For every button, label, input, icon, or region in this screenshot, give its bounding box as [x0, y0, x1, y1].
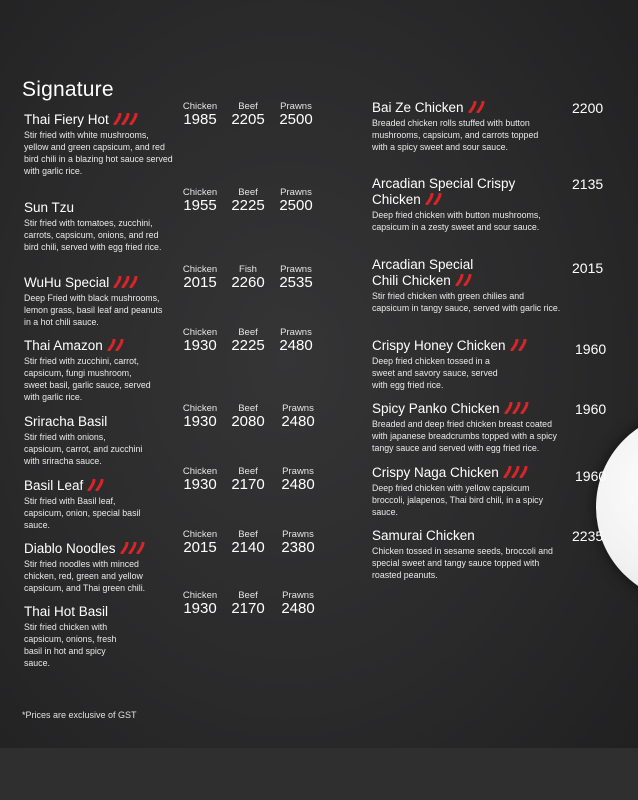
- menu-item: [24, 414, 146, 467]
- price-chicken: Chicken 2015: [182, 529, 218, 556]
- item-price: 2015: [572, 260, 604, 276]
- item-name: Arcadian Special Chili Chicken: [372, 257, 474, 288]
- price-chicken: Chicken 1930: [182, 590, 218, 617]
- price-fish: Fish 2260: [231, 264, 265, 291]
- price-prawns: Prawns 2480: [281, 590, 315, 617]
- menu-item: [372, 528, 567, 581]
- price-chicken: Chicken 1955: [182, 187, 218, 214]
- item-price: 2200: [572, 100, 604, 116]
- item-description: Stir fried with white mushrooms, yellow and green capsicum, and red bird chili in a blazing hot sauce served with garlic rice.: [24, 130, 173, 176]
- price-beef: Beef 2080: [231, 403, 265, 430]
- item-name: WuHu Special: [24, 275, 110, 290]
- chili-icon: [106, 339, 128, 351]
- item-description: Deep Fried with black mushrooms, lemon grass, basil leaf and peanuts in a hot chili sauce.: [24, 293, 163, 327]
- item-name: Arcadian Special Crispy Chicken: [372, 176, 516, 207]
- menu-item: [24, 541, 164, 594]
- section-heading: Signature: [22, 78, 114, 101]
- price-prawns: Prawns 2380: [281, 529, 315, 556]
- item-description: Stir fried chicken with green chilies and capsicum in tangy sauce, served with garlic rice.: [372, 291, 561, 313]
- price-prawns: Prawns 2480: [281, 403, 315, 430]
- item-name: Samurai Chicken: [372, 528, 475, 543]
- item-name: Crispy Naga Chicken: [372, 465, 499, 480]
- item-price: 2235: [572, 528, 604, 544]
- item-name: Bai Ze Chicken: [372, 100, 464, 115]
- price-beef: Beef 2225: [231, 327, 265, 354]
- item-price: 1960: [575, 468, 607, 484]
- price-footnote: *Prices are exclusive of GST: [22, 710, 137, 720]
- price-chicken: Chicken 1930: [182, 466, 218, 493]
- price-chicken: Chicken 1930: [182, 403, 218, 430]
- menu-item: [372, 176, 542, 233]
- price-prawns: Prawns 2480: [281, 466, 315, 493]
- price-chicken: Chicken 1930: [182, 327, 218, 354]
- menu-item: [24, 604, 134, 669]
- price-chicken: Chicken 1985: [182, 101, 218, 128]
- item-description: Stir fried with Basil leaf, capsicum, onion, special basil sauce.: [24, 496, 141, 530]
- price-chicken: Chicken 2015: [182, 264, 218, 291]
- chili-icon: [502, 466, 532, 478]
- chili-icon: [112, 113, 142, 125]
- chili-icon: [86, 479, 108, 491]
- price-beef: Beef 2170: [231, 590, 265, 617]
- menu-item: [372, 338, 542, 391]
- menu-item: [24, 112, 174, 177]
- price-beef: Beef 2225: [231, 187, 265, 214]
- item-name: Basil Leaf: [24, 478, 84, 493]
- item-name: Diablo Noodles: [24, 541, 116, 556]
- chili-icon: [424, 193, 446, 205]
- chili-icon: [467, 101, 489, 113]
- item-name: Sun Tzu: [24, 200, 75, 215]
- menu-item: [372, 100, 550, 153]
- item-name: Thai Hot Basil: [24, 604, 109, 619]
- item-price: 1960: [575, 401, 607, 417]
- price-beef: Beef 2205: [231, 101, 265, 128]
- item-description: Stir fried with zucchini, carrot, capsicum, fungi mushroom, sweet basil, garlic sauce, served with garlic rice.: [24, 356, 151, 402]
- menu-item: [24, 338, 154, 403]
- item-description: Stir fried chicken with capsicum, onions, fresh basil in hot and spicy sauce.: [24, 622, 117, 668]
- item-price: 1960: [575, 341, 607, 357]
- chili-icon: [112, 276, 142, 288]
- chili-icon: [454, 274, 476, 286]
- price-beef: Beef 2140: [231, 529, 265, 556]
- menu-item: [372, 401, 567, 454]
- item-name: Thai Amazon: [24, 338, 103, 353]
- item-name: Spicy Panko Chicken: [372, 401, 500, 416]
- item-description: Stir fried noodles with minced chicken, red, green and yellow capsicum, and Thai green chili.: [24, 559, 146, 593]
- item-description: Breaded chicken rolls stuffed with button mushrooms, capsicum, and carrots topped with a spicy sweet and sour sauce.: [372, 118, 539, 152]
- item-price: 2135: [572, 176, 604, 192]
- item-name: Crispy Honey Chicken: [372, 338, 506, 353]
- chili-icon: [509, 339, 531, 351]
- item-description: Deep fried chicken with button mushrooms, capsicum in a zesty sweet and sour sauce.: [372, 210, 541, 232]
- price-prawns: Prawns 2480: [279, 327, 313, 354]
- menu-item: [24, 275, 164, 328]
- bottom-band: [0, 748, 638, 800]
- item-description: Stir fried with tomatoes, zucchini, carrots, capsicum, onions, and red bird chili, served with egg fried rice.: [24, 218, 162, 252]
- menu-item: [24, 478, 154, 531]
- price-prawns: Prawns 2500: [279, 101, 313, 128]
- item-name: Thai Fiery Hot: [24, 112, 109, 127]
- menu-item: [372, 257, 562, 314]
- menu-item: [372, 465, 562, 518]
- price-prawns: Prawns 2535: [279, 264, 313, 291]
- item-description: Stir fried with onions, capsicum, carrot, and zucchini with sriracha sauce.: [24, 432, 143, 466]
- item-description: Deep fried chicken with yellow capsicum broccoli, jalapenos, Thai bird chili, in a spicy sauce.: [372, 483, 543, 517]
- plate-image: [596, 412, 638, 602]
- price-prawns: Prawns 2500: [279, 187, 313, 214]
- menu-item: [24, 200, 164, 253]
- item-description: Chicken tossed in sesame seeds, broccoli and special sweet and tangy sauce topped with roasted peanuts.: [372, 546, 553, 580]
- item-description: Breaded and deep fried chicken breast coated with japanese breadcrumbs topped with a spicy tangy sauce and served with egg fried rice.: [372, 419, 557, 453]
- chili-icon: [503, 402, 533, 414]
- price-beef: Beef 2170: [231, 466, 265, 493]
- chili-icon: [119, 542, 149, 554]
- item-name: Sriracha Basil: [24, 414, 108, 429]
- item-description: Deep fried chicken tossed in a sweet and savory sauce, served with egg fried rice.: [372, 356, 498, 390]
